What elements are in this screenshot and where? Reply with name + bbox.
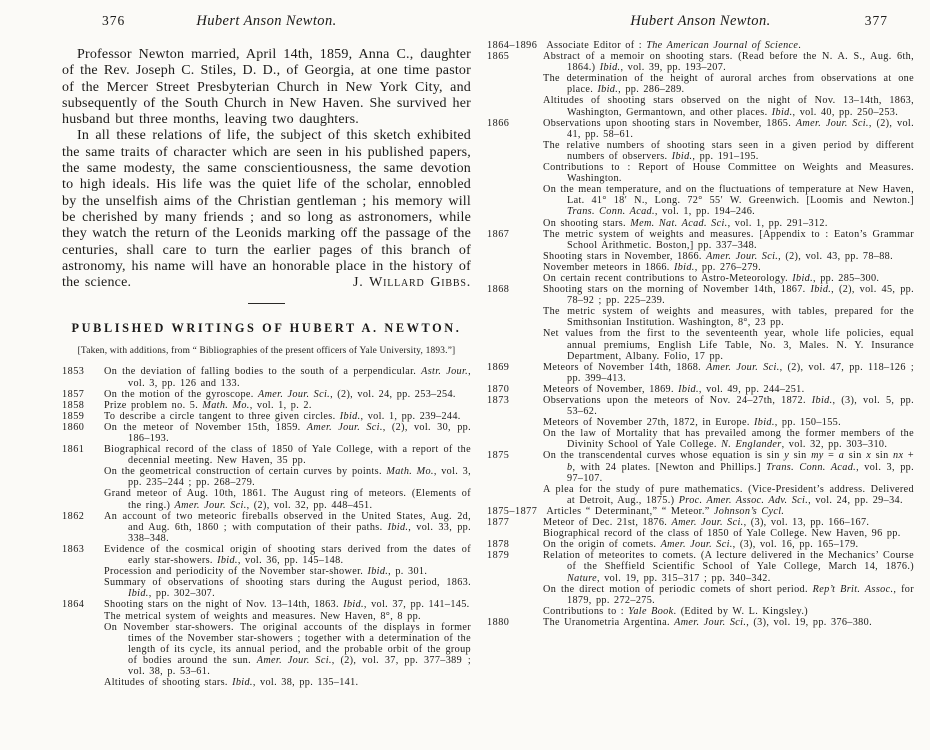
signature: J. Willard Gibbs. xyxy=(352,275,471,291)
work-item: The Uranometria Argentina. Amer. Jour. Sci., (3), vol. 19, pp. 376–380. xyxy=(543,616,872,628)
bibliography-right xyxy=(487,40,914,628)
work-item: Shooting stars on the night of Nov. 13–14th, 1863. Ibid., vol. 37, pp. 141–145. xyxy=(104,599,470,611)
paragraph-text: In all these relations of life, the subject of this sketch exhibited the same traits of character which are seen in his published papers, the same modesty, the same conscientiousness, the same devotion to high ideals. His life was the quiet life of the scholar, ennobled by the unselfish aims of the Christian gentleman ; his memory will be cherished by many friends ; and so long as astronomers, while they watch the return of the Leonids marking off the passage of the centuries, shall care to turn the earlier pages of this branch of astronomy, his name will have an honorable place in the history of the science. xyxy=(62,128,471,291)
work-item: Biographical record of the class of 1850 of Yale College. New Haven, 96 pp. xyxy=(543,528,901,540)
work-item: On the law of Mortality that has prevailed among the former members of the Divinity School of Yale College. N. Englander, vol. 32, pp. 303–310. xyxy=(543,428,914,451)
entry-year: 1860 xyxy=(62,421,85,433)
entry-works xyxy=(543,517,914,539)
entry-year: 1861 xyxy=(62,444,85,456)
entry-works xyxy=(104,411,471,422)
entry-works xyxy=(104,544,471,599)
work-item: Meteors of November, 1869. Ibid., vol. 49, pp. 244–251. xyxy=(543,383,805,395)
entry-works xyxy=(543,362,914,384)
work-item: A plea for the study of pure mathematics. (Vice-President’s address. Delivered at Detroit, Aug., 1875.) Proc. Amer. Assoc. Adv. Sci., vol. 24, pp. 29–34. xyxy=(543,483,914,506)
entry-works xyxy=(543,550,914,617)
work-item: On the mean temperature, and on the fluctuations of temperature at New Haven, Lat. 41° 18′ N., Long. 72° 55′ W. Greenwich. [Loomis and Newton.] Trans. Conn. Acad., vol. 1, pp. 194–246. xyxy=(543,184,914,218)
bibliography-entry xyxy=(62,366,471,388)
left-page-header xyxy=(62,0,471,30)
entry-works xyxy=(104,389,471,400)
bibliography-left xyxy=(62,366,471,688)
entry-works xyxy=(543,617,914,628)
work-item: On shooting stars. Mem. Nat. Acad. Sci., vol. 1, pp. 291–312. xyxy=(543,217,828,229)
work-item: Prize problem no. 5. Math. Mo., vol. 1, p. 2. xyxy=(104,399,312,411)
entry-year: 1875–1877 xyxy=(487,505,538,517)
entry-works xyxy=(543,450,914,505)
entry-year: 1875 xyxy=(487,450,510,462)
work-item: Evidence of the cosmical origin of shooting stars derived from the dates of early star-showers. Ibid., vol. 36, pp. 145–148. xyxy=(104,543,471,567)
work-item: The metrical system of weights and measures. New Haven, 8°, 8 pp. xyxy=(104,610,421,622)
entry-year: 1869 xyxy=(487,361,510,373)
work-item: Contributions to : Report of House Committee on Weights and Measures. Washington. xyxy=(543,162,914,185)
bibliography-entry xyxy=(487,395,914,450)
bibliography-entry xyxy=(487,617,914,628)
work-item: Relation of meteorites to comets. (A lecture delivered in the Mechanics’ Course of the Sheffield Scientific School of Yale College, March 14, 1876.) Nature, vol. 19, pp. 315–317 ; pp. 340–342. xyxy=(543,550,914,584)
bibliography-entry xyxy=(487,450,914,505)
entry-works xyxy=(104,422,471,444)
entry-year: 1865 xyxy=(487,51,510,63)
entry-works xyxy=(543,395,914,450)
work-item: Observations upon the meteors of Nov. 24–27th, 1872. Ibid., (3), vol. 5, pp. 53–62. xyxy=(543,395,914,418)
work-item: Associate Editor of : The American Journal of Science. xyxy=(546,40,802,51)
work-item: On the motion of the gyroscope. Amer. Jour. Sci., (2), vol. 24, pp. 253–254. xyxy=(104,388,456,400)
bibliography-entry xyxy=(487,229,914,284)
work-item: Abstract of a memoir on shooting stars. (Read before the N. A. S., Aug. 6th, 1864.) Ibid., vol. 39, pp. 193–207. xyxy=(543,51,914,74)
entry-year: 1873 xyxy=(487,395,510,406)
work-item: Grand meteor of Aug. 10th, 1861. The August ring of meteors. (Elements of the ring.) Amer. Jour. Sci., (2), vol. 32, pp. 448–451. xyxy=(104,488,471,511)
work-item: Net values from the first to the seventeenth year, whole life policies, equal annual premiums, English Life Table, No. 3, Males. N. Y. Insurance Department, Albany. Folio, 17 pp. xyxy=(543,328,914,362)
entry-works xyxy=(104,599,471,688)
bibliography-entry xyxy=(62,422,471,444)
entry-works xyxy=(104,400,471,411)
bibliography-entry xyxy=(62,389,471,400)
entry-works xyxy=(104,444,471,511)
bibliography-entry xyxy=(62,544,471,599)
work-item: Meteors of November 14th, 1868. Amer. Jour. Sci., (2), vol. 47, pp. 118–126 ; pp. 399–413. xyxy=(543,361,914,384)
work-item: Meteor of Dec. 21st, 1876. Amer. Jour. Sci., (3), vol. 13, pp. 166–167. xyxy=(543,517,870,529)
bibliography-entry xyxy=(62,444,471,511)
right-page xyxy=(487,0,914,628)
running-title-left: Hubert Anson Newton. xyxy=(196,13,337,29)
work-item: Meteors of November 27th, 1872, in Europe. Ibid., pp. 150–155. xyxy=(543,417,842,429)
work-item: Procession and periodicity of the November star-shower. Ibid., p. 301. xyxy=(104,566,428,578)
entry-year: 1866 xyxy=(487,117,510,129)
work-item: An account of two meteoric fireballs observed in the United States, Aug. 2d, and Aug. 6th, 1860 ; with computation of their paths. Ibid., vol. 33, pp. 338–348. xyxy=(104,510,472,544)
work-item: The metric system of weights and measures, with tables, prepared for the Smithsonian Institution. Washington, 8°, 23 pp. xyxy=(543,306,914,329)
work-item: On certain recent contributions to Astro-Meteorology. Ibid., pp. 285–300. xyxy=(543,272,880,284)
work-item: Summary of observations of shooting stars during the August period, 1863. Ibid., pp. 302–307. xyxy=(104,577,471,600)
work-item: On the geometrical construction of certain curves by points. Math. Mo., vol. 3, pp. 235–244 ; pp. 268–279. xyxy=(104,466,472,489)
work-item: On the transcendental curves whose equation is sin y sin my = a sin x sin nx + b, with 24 plates. [Newton and Phillips.] Trans. Conn. Acad., vol. 3, pp. 97–107. xyxy=(543,450,914,484)
work-item: Biographical record of the class of 1850 of Yale College, with a report of the decennial meeting. New Haven, 35 pp. xyxy=(104,444,471,467)
work-item: On November star-showers. The original accounts of the displays in former times of the November star-showers ; together with a determination of the length of its cycle, its annual period, and the probable orbit of the group of bodies around the sun. Amer. Jour. Sci., (2), vol. 37, pp. 377–389 ; vol. 38, p. 53–61. xyxy=(104,621,472,677)
work-item: Contributions to : Yale Book. (Edited by W. L. Kingsley.) xyxy=(543,605,808,617)
page-number-right: 377 xyxy=(864,13,888,28)
entry-works xyxy=(543,51,914,118)
entry-year: 1864–1896 xyxy=(487,40,538,51)
entry-year: 1877 xyxy=(487,517,510,529)
section-note: [Taken, with additions, from “ Bibliographies of the present officers of Yale University, 1893.”] xyxy=(77,346,456,357)
work-item: Altitudes of shooting stars. Ibid., vol. 38, pp. 135–141. xyxy=(104,677,359,689)
bibliography-entry xyxy=(62,400,471,411)
entry-works xyxy=(546,40,914,51)
biography-text xyxy=(62,47,471,291)
entry-year: 1864 xyxy=(62,599,85,611)
entry-year: 1868 xyxy=(487,284,510,296)
entry-works xyxy=(104,366,471,388)
running-title-right: Hubert Anson Newton. xyxy=(630,13,771,29)
work-item: November meteors in 1866. Ibid., pp. 276–279. xyxy=(543,261,761,273)
entry-year: 1857 xyxy=(62,388,85,400)
page-number-left: 376 xyxy=(102,13,126,28)
entry-year: 1867 xyxy=(487,228,510,240)
bibliography-entry xyxy=(487,284,914,362)
entry-year: 1853 xyxy=(62,366,85,378)
work-item: To describe a circle tangent to three given circles. Ibid., vol. 1, pp. 239–244. xyxy=(104,410,461,422)
bibliography-entry xyxy=(487,550,914,617)
right-page-header xyxy=(487,0,914,30)
work-item: Observations upon shooting stars in November, 1865. Amer. Jour. Sci., (2), vol. 41, pp. 58–61. xyxy=(543,117,915,140)
biography-paragraph-1 xyxy=(62,47,471,128)
entry-works xyxy=(104,511,471,544)
entry-year: 1880 xyxy=(487,616,510,628)
bibliography-entry xyxy=(487,384,914,395)
entry-works xyxy=(543,118,914,229)
work-item: The relative numbers of shooting stars seen in a given period by different numbers of observers. Ibid., pp. 191–195. xyxy=(543,139,914,162)
bibliography-entry xyxy=(487,517,914,539)
entry-works xyxy=(543,384,914,395)
entry-year: 1878 xyxy=(487,539,510,551)
paragraph-text: Professor Newton married, April 14th, 1859, Anna C., daughter of the Rev. Joseph C. Stiles, D. D., of Georgia, at one time pastor of the Mercer Street Presbyterian Church in New York City, and subsequently of the South Church in New Haven. She survived her husband but three months, leaving two daughters. xyxy=(62,47,471,128)
work-item: The metric system of weights and measures. [Appendix to : Eaton’s Grammar School Arithmetic. Boston,] pp. 337–348. xyxy=(543,228,914,251)
biography-paragraph-2 xyxy=(62,128,471,291)
work-item: Altitudes of shooting stars observed on the night of Nov. 13–14th, 1863, Washington, Germantown, and other places. Ibid., vol. 40, pp. 250–253. xyxy=(543,95,914,118)
bibliography-entry xyxy=(487,362,914,384)
section-heading: PUBLISHED WRITINGS OF HUBERT A. NEWTON. xyxy=(71,321,462,336)
entry-year: 1870 xyxy=(487,383,510,395)
bibliography-entry xyxy=(62,599,471,688)
entry-year: 1862 xyxy=(62,510,85,522)
entry-works xyxy=(546,506,914,517)
entry-year: 1879 xyxy=(487,550,510,562)
bibliography-entry xyxy=(62,411,471,422)
entry-year: 1863 xyxy=(62,543,85,555)
entry-year: 1858 xyxy=(62,399,85,411)
bibliography-entry xyxy=(487,539,914,550)
bibliography-entry xyxy=(487,118,914,229)
work-item: On the origin of comets. Amer. Jour. Sci., (3), vol. 16, pp. 165–179. xyxy=(543,539,859,551)
work-item: Shooting stars in November, 1866. Amer. Jour. Sci., (2), vol. 43, pp. 78–88. xyxy=(543,250,894,262)
work-item: On the meteor of November 15th, 1859. Amer. Jour. Sci., (2), vol. 30, pp. 186–193. xyxy=(104,421,471,445)
bibliography-entry xyxy=(62,511,471,544)
bibliography-entry xyxy=(487,40,914,51)
work-item: On the direct motion of periodic comets of short period. Rep’t Brit. Assoc., for 1879, pp. 272–275. xyxy=(543,583,914,606)
bibliography-entry xyxy=(487,51,914,118)
entry-year: 1859 xyxy=(62,410,85,422)
work-item: Articles “ Determinant,” “ Meteor.” Johnson’s Cycl. xyxy=(546,505,785,517)
entry-works xyxy=(543,229,914,284)
entry-works xyxy=(543,539,914,550)
work-item: Shooting stars on the morning of November 14th, 1867. Ibid., (2), vol. 45, pp. 78–92 ; pp. 225–239. xyxy=(543,284,914,307)
work-item: On the deviation of falling bodies to the south of a perpendicular. Astr. Jour., vol. 3, pp. 126 and 133. xyxy=(104,366,471,389)
left-page xyxy=(62,0,471,688)
section-divider xyxy=(248,303,285,304)
entry-works xyxy=(543,284,914,362)
bibliography-entry xyxy=(487,506,914,517)
work-item: The determination of the height of auroral arches from observations at one place. Ibid., pp. 286–289. xyxy=(543,73,914,96)
